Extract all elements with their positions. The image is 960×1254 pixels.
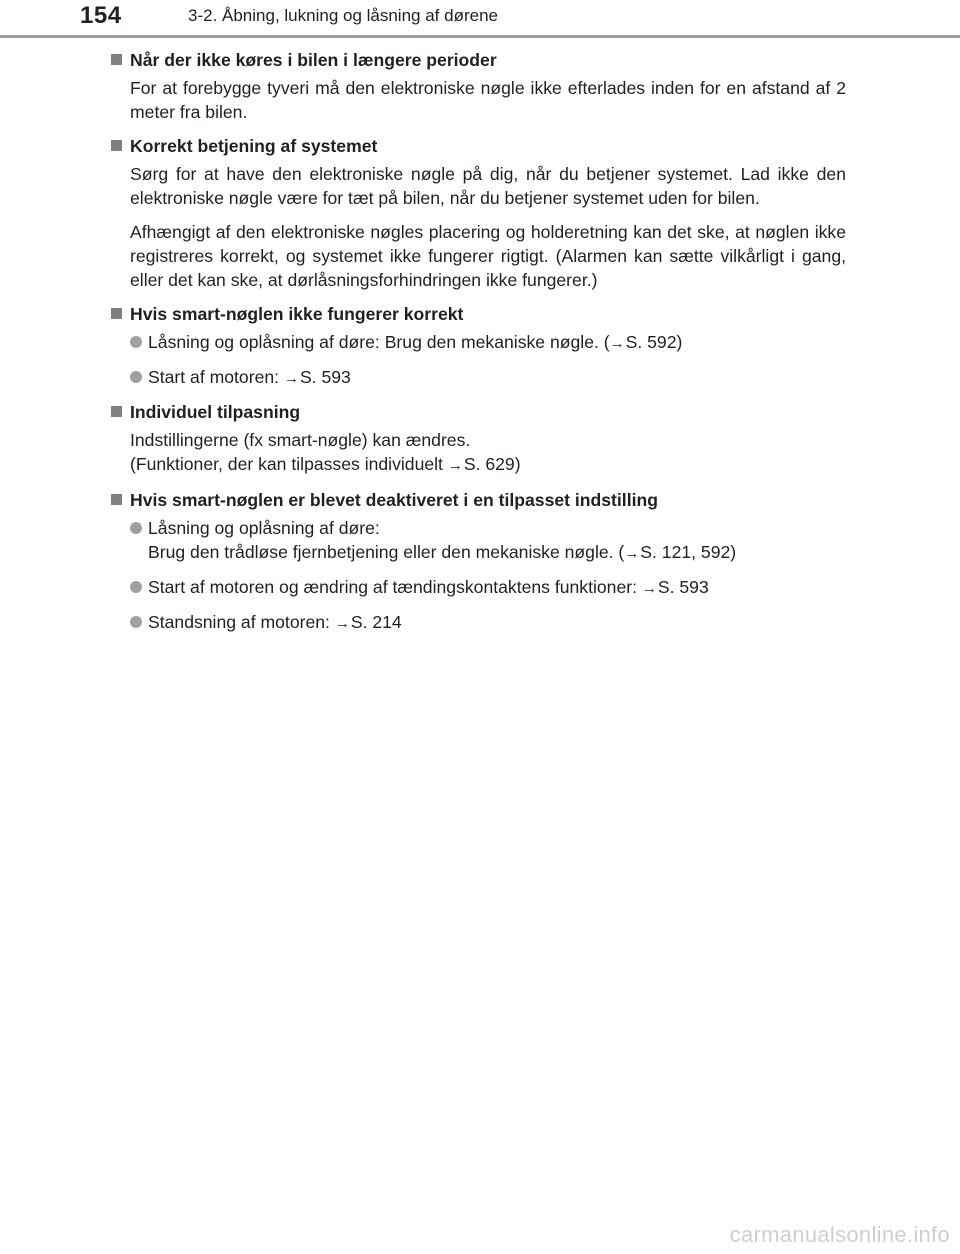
list-item-label: Standsning af motoren:	[148, 612, 335, 632]
square-bullet-icon	[111, 308, 122, 319]
paragraph-line	[130, 452, 846, 478]
list-item-text	[148, 610, 846, 636]
bullet-dot-icon	[130, 616, 142, 628]
square-bullet-icon	[111, 140, 122, 151]
list-item-text	[148, 365, 846, 391]
paragraph: Afhængigt af den elektroniske nøgles placering og holderetning kan det ske, at nøglen ikke registreres korrekt, og systemet ikke fungerer rigtigt. (Alarmen kan sætte vilkårligt i gang, eller det kan ske, at dørlåsningsforhindringen ikke fungerer.)	[130, 222, 846, 290]
section-customization	[111, 400, 846, 478]
arrow-right-icon: →	[334, 615, 350, 632]
section-heading	[111, 134, 846, 158]
list-item-label: Start af motoren:	[148, 367, 284, 387]
arrow-right-icon: →	[641, 580, 657, 597]
paragraph: Sørg for at have den elektroniske nøgle på dig, når du betjener systemet. Lad ikke den elektroniske nøgle være for tæt på bilen, når du betjener systemet uden for bilen.	[130, 164, 846, 208]
square-bullet-icon	[111, 54, 122, 65]
list-item	[130, 365, 846, 391]
paragraph: For at forebygge tyveri må den elektroniske nøgle ikke efterlades inden for en afstand af 2 meter fra bilen.	[130, 78, 846, 122]
list-item	[130, 330, 846, 356]
list-item-line: Låsning og oplåsning af døre:	[148, 518, 380, 538]
list-item-label: Brug den trådløse fjernbetjening eller den mekaniske nøgle. (	[148, 542, 625, 562]
list-item-text	[148, 516, 846, 566]
chapter-title: 3-2. Åbning, lukning og låsning af dørene	[188, 6, 498, 25]
list-item-label: Start af motoren og ændring af tændingskontaktens funktioner:	[148, 577, 642, 597]
section-smartkey-not-working	[111, 302, 846, 391]
list-item-text	[148, 330, 846, 356]
bullet-dot-icon	[130, 581, 142, 593]
page-header	[0, 0, 960, 40]
bullet-dot-icon	[130, 336, 142, 348]
section-heading-text: Individuel tilpasning	[130, 402, 301, 422]
bullet-dot-icon	[130, 371, 142, 383]
page-reference: S. 121, 592)	[640, 542, 737, 562]
page-reference: S. 593	[657, 577, 709, 597]
list-item	[130, 575, 846, 601]
list-item	[130, 516, 846, 566]
section-heading	[111, 400, 846, 424]
list-item-line	[148, 540, 846, 566]
page-reference: S. 592)	[625, 332, 683, 352]
section-smartkey-deactivated	[111, 488, 846, 636]
arrow-right-icon: →	[609, 335, 625, 352]
section-heading-text: Hvis smart-nøglen er blevet deaktiveret i en tilpasset indstilling	[130, 490, 658, 510]
paragraph-line: Indstillingerne (fx smart-nøgle) kan ændres.	[130, 430, 471, 450]
section-long-periods	[111, 48, 846, 124]
header-divider	[0, 35, 960, 38]
list-item	[130, 610, 846, 636]
square-bullet-icon	[111, 406, 122, 417]
list-item-text	[148, 575, 846, 601]
section-heading-text: Når der ikke køres i bilen i længere perioder	[130, 50, 497, 70]
section-heading	[111, 48, 846, 72]
page-reference: S. 214	[350, 612, 402, 632]
paragraph-line-text: (Funktioner, der kan tilpasses individuelt	[130, 454, 448, 474]
page-reference: S. 629)	[463, 454, 521, 474]
paragraph	[130, 428, 846, 478]
square-bullet-icon	[111, 494, 122, 505]
arrow-right-icon: →	[447, 457, 463, 474]
page-number: 154	[80, 2, 122, 29]
list-item-label: Låsning og oplåsning af døre: Brug den mekaniske nøgle. (	[148, 332, 610, 352]
section-correct-operation	[111, 134, 846, 292]
section-heading	[111, 488, 846, 512]
section-heading-text: Hvis smart-nøglen ikke fungerer korrekt	[130, 304, 464, 324]
section-heading	[111, 302, 846, 326]
page-content	[111, 48, 846, 645]
page-reference: S. 593	[299, 367, 351, 387]
bullet-dot-icon	[130, 522, 142, 534]
section-heading-text: Korrekt betjening af systemet	[130, 136, 378, 156]
watermark: carmanualsonline.info	[729, 1222, 950, 1247]
arrow-right-icon: →	[624, 545, 640, 562]
arrow-right-icon: →	[283, 370, 299, 387]
